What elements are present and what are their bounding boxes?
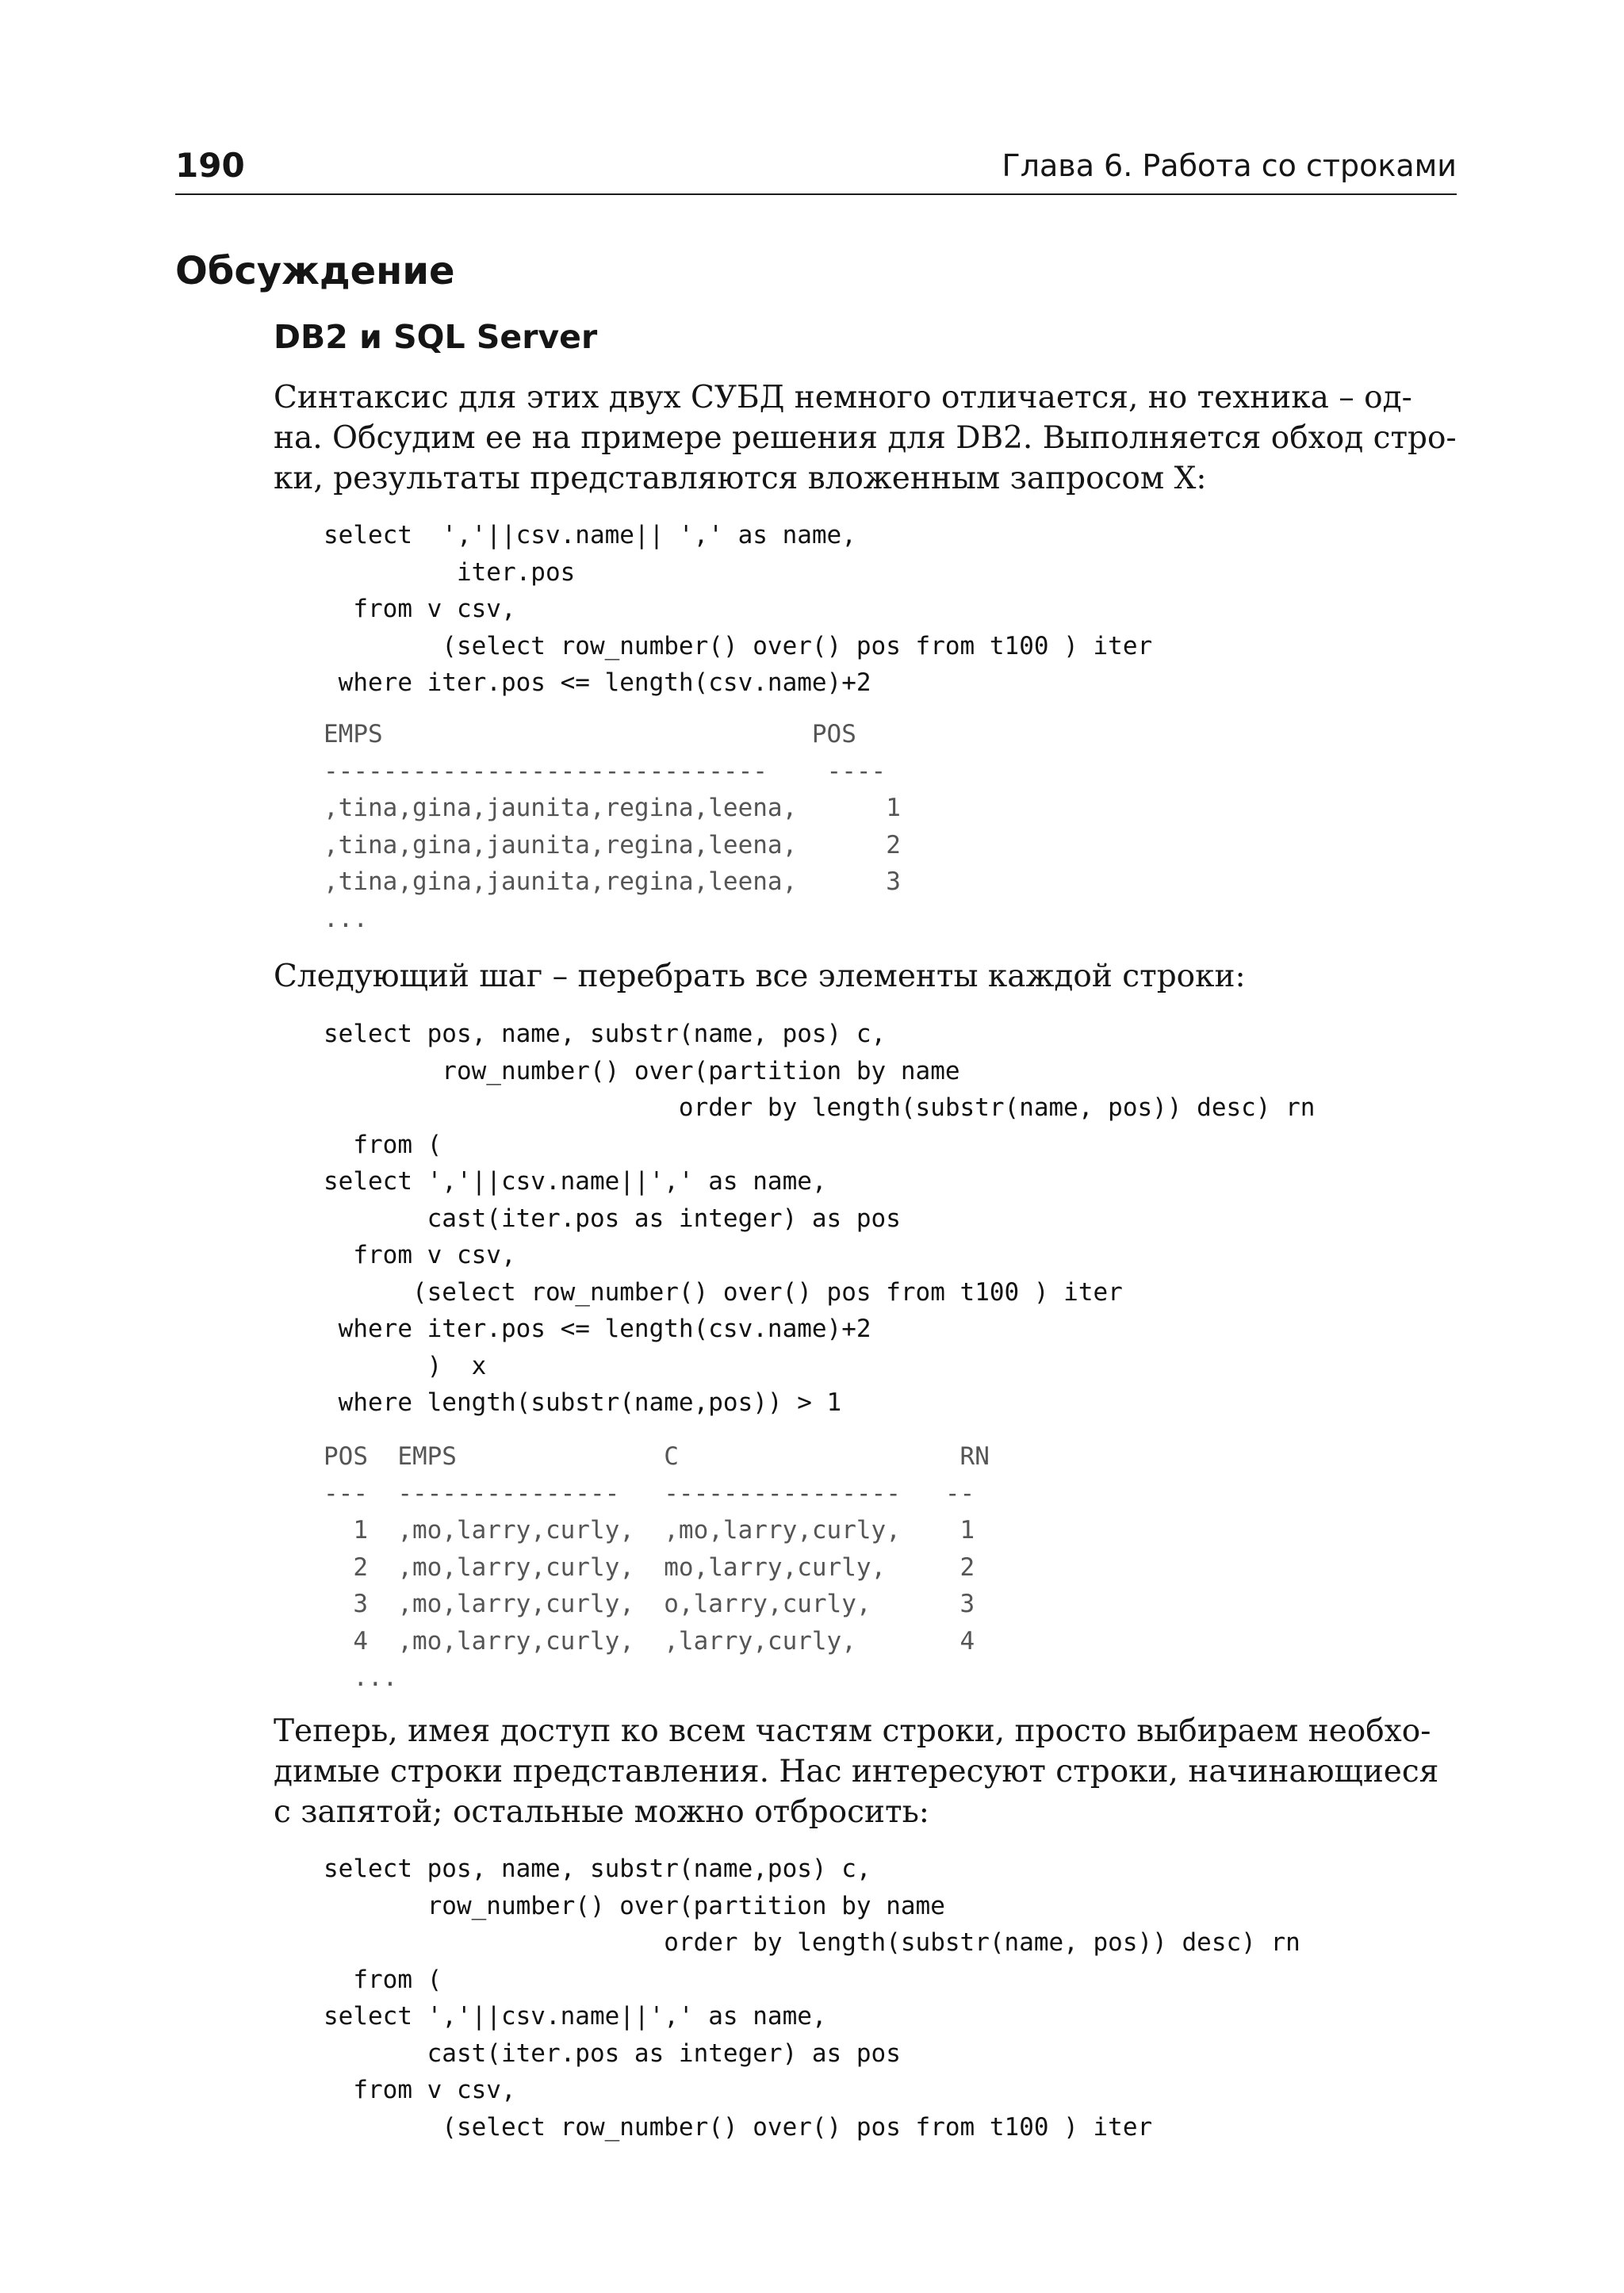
subsection-title: DB2 и SQL Server	[274, 318, 598, 356]
section-title: Обсуждение	[175, 249, 455, 293]
code-block-query-1: select ','||csv.name|| ',' as name, iter.pos from v csv, (select row_number() over() pos from t100 ) iter where iter.pos <= length(csv.name)+2	[324, 521, 1153, 697]
paragraph-intro	[274, 377, 1457, 499]
running-title: Глава 6. Работа со строками	[1002, 148, 1457, 183]
code-block-query-3: select pos, name, substr(name,pos) c, row_number() over(partition by name order by length(substr(name, pos)) desc) rn from ( select ','||csv.name||',' as name, cast(iter.pos as integer) as pos from v csv, (select row_number() over() pos from t100 ) iter	[324, 1855, 1300, 2142]
paragraph-line: на. Обсудим ее на примере решения для DB2. Выполняется обход стро-	[274, 420, 1457, 456]
result-table-2: POS EMPS C RN --- --------------- ---------------- -- 1 ,mo,larry,curly, ,mo,larry,curly, 1 2 ,mo,larry,curly, mo,larry,curly, 2 3 ,mo,larry,curly, o,larry,curly, 3 4 ,mo,larry,curly, ,larry,curly, 4 ...	[324, 1442, 990, 1692]
paragraph-line: с запятой; остальные можно отбросить:	[274, 1794, 929, 1830]
code-block-query-2: select pos, name, substr(name, pos) c, row_number() over(partition by name order by length(substr(name, pos)) desc) rn from ( select ','||csv.name||',' as name, cast(iter.pos as integer) as pos from v csv, (select row_number() over() pos from t100 ) iter where iter.pos <= length(csv.name)+2 ) x where length(substr(name,pos)) > 1	[324, 1020, 1316, 1417]
page-number: 190	[175, 146, 245, 185]
paragraph-line: Следующий шаг – перебрать все элементы каждой строки:	[274, 959, 1246, 994]
paragraph-line: Теперь, имея доступ ко всем частям строки, просто выбираем необхо-	[274, 1713, 1431, 1749]
page-header	[175, 147, 1457, 195]
paragraph-next-step	[274, 956, 1457, 997]
result-table-1: EMPS POS ------------------------------ ---- ,tina,gina,jaunita,regina,leena, 1 ,tina,gina,jaunita,regina,leena, 2 ,tina,gina,jaunita,regina,leena, 3 ...	[324, 720, 901, 933]
paragraph-line: димые строки представления. Нас интересуют строки, начинающиеся	[274, 1754, 1439, 1790]
paragraph-line: Синтаксис для этих двух СУБД немного отличается, но техника – од-	[274, 380, 1412, 415]
paragraph-filter	[274, 1711, 1457, 1832]
paragraph-line: ки, результаты представляются вложенным запросом X:	[274, 461, 1207, 496]
